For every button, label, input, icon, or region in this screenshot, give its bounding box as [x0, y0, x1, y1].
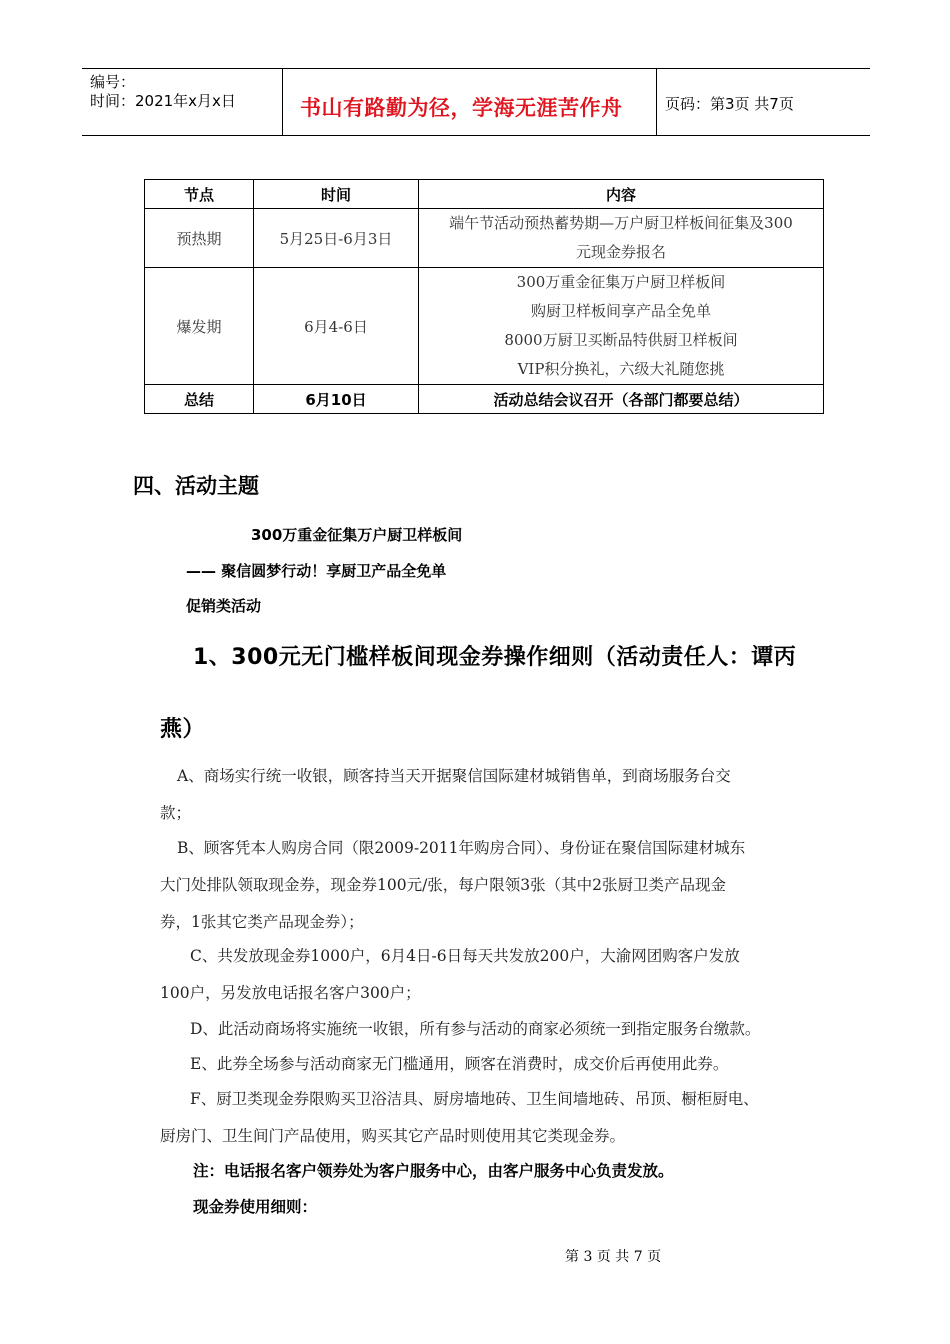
- content-line: 300万重金征集万户厨卫样板间: [516, 273, 726, 291]
- paragraph-a: [160, 758, 808, 832]
- table-row: [145, 385, 824, 414]
- para-line: 大门处排队领取现金券，现金券100元/张，每户限领3张（其中2张厨卫类产品现金: [160, 876, 727, 894]
- content-line: 购厨卫样板间享产品全免单: [530, 302, 711, 320]
- cell-time: 6月10日: [254, 385, 419, 414]
- col-header-time: 时间: [254, 180, 419, 209]
- header-number: 编号：: [90, 73, 136, 91]
- content-line: 元现金券报名: [575, 243, 666, 261]
- paragraph-b: [160, 830, 808, 941]
- item-title: 1、300元无门槛样板间现金券操作细则（活动责任人：谭丙: [193, 645, 797, 670]
- paragraph-d: D、此活动商场将实施统一收银，所有参与活动的商家必须统一到指定服务台缴款。: [190, 1020, 761, 1038]
- col-header-content: 内容: [419, 180, 824, 209]
- header-time: 时间：2021年x月x日: [90, 92, 236, 110]
- usage-title: 现金券使用细则：: [193, 1198, 318, 1216]
- paragraph-e: E、此券全场参与活动商家无门槛通用，顾客在消费时，成交价后再使用此券。: [190, 1055, 729, 1073]
- cell-time: 5月25日-6月3日: [254, 209, 419, 268]
- para-line: B、顾客凭本人购房合同（限2009-2011年购房合同）、身份证在聚信国际建材城东: [177, 839, 746, 857]
- paragraph-c: [160, 938, 808, 1012]
- header-page-info: 页码：第3页 共7页: [665, 95, 794, 113]
- table-row: [145, 209, 824, 268]
- theme-category: 促销类活动: [186, 597, 262, 615]
- cell-time: 6月4-6日: [254, 268, 419, 385]
- cell-content: [419, 268, 824, 385]
- cell-node: 爆发期: [145, 268, 254, 385]
- paragraph-f: [160, 1081, 808, 1155]
- theme-main: 300万重金征集万户厨卫样板间: [251, 526, 463, 544]
- header-bottom-rule: [82, 135, 870, 136]
- header-motto: 书山有路勤为径，学海无涯苦作舟: [300, 96, 623, 120]
- para-line: 厨房门、卫生间门产品使用，购买其它产品时则使用其它类现金券。: [160, 1127, 626, 1145]
- cell-node: 总结: [145, 385, 254, 414]
- col-header-node: 节点: [145, 180, 254, 209]
- cell-content: 活动总结会议召开（各部门都要总结）: [419, 385, 824, 414]
- item-title-cont: 燕）: [160, 717, 206, 742]
- para-line: 券，1张其它类产品现金券）；: [160, 913, 364, 931]
- cell-content: [419, 209, 824, 268]
- header-divider-left: [282, 68, 283, 136]
- para-line: 款；: [160, 804, 192, 822]
- table-row: [145, 268, 824, 385]
- schedule-table: [144, 179, 824, 414]
- para-line: C、共发放现金券1000户，6月4日-6日每天共发放200户，大渝网团购客户发放: [190, 947, 740, 965]
- table-header-row: [145, 180, 824, 209]
- cell-node: 预热期: [145, 209, 254, 268]
- header-top-rule: [82, 68, 870, 69]
- content-line: VIP积分换礼，六级大礼随您挑: [517, 360, 725, 378]
- content-line: 端午节活动预热蓄势期—万户厨卫样板间征集及300: [449, 214, 793, 232]
- section-title: 四、活动主题: [133, 474, 259, 498]
- para-line: F、厨卫类现金券限购买卫浴洁具、厨房墙地砖、卫生间墙地砖、吊顶、橱柜厨电、: [190, 1090, 759, 1108]
- content-line: 8000万厨卫买断品特供厨卫样板间: [504, 331, 738, 349]
- para-line: 100户，另发放电话报名客户300户；: [160, 984, 421, 1002]
- para-line: A、商场实行统一收银，顾客持当天开据聚信国际建材城销售单，到商场服务台交: [177, 767, 731, 785]
- page-footer: 第 3 页 共 7 页: [565, 1249, 662, 1265]
- note: 注：电话报名客户领券处为客户服务中心，由客户服务中心负责发放。: [193, 1162, 674, 1180]
- header-divider-right: [656, 68, 657, 136]
- theme-slogan: —— 聚信圆梦行动！享厨卫产品全免单: [186, 562, 447, 580]
